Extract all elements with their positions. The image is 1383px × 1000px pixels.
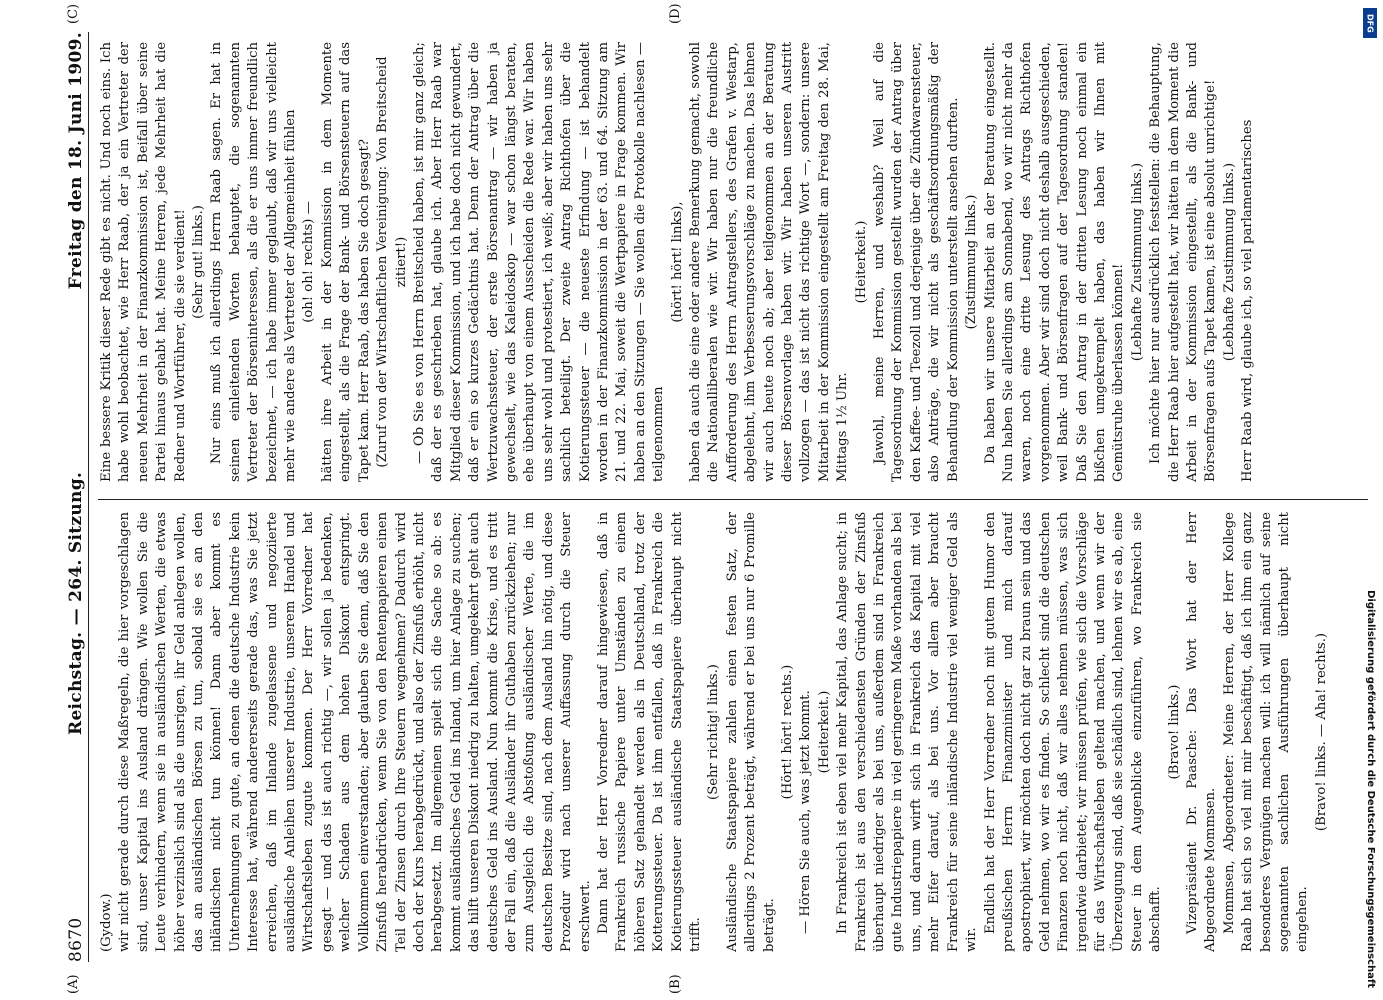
interjection: (Lebhafte Zustimmung links.) — [1129, 162, 1145, 362]
right-text-column — [98, 42, 1368, 482]
paragraph: Endlich hat der Herr Vorredner noch mit gutem Humor den preußischen Herrn Finanzminister und mich darauf apostrophiert, wir möchten doch nicht gar zu braun sein und das Geld nehmen, wo wir es finden. So schlecht sind die deutschen Finanzen noch nicht, daß wir alles nehmen müssen, was sich irgendwie darbietet; wir müssen prüfen, wie sich die Vorschläge für das Wirtschaftsleben geltend machen, und wenn wir der Überzeugung sind, daß sie schädlich sind, lehnen wir es ab, eine Steuer in dem Augenblicke einzuführen, wo Frankreich sie abschafft. — [982, 512, 1164, 952]
interjection: (oh! oh! rechts) — — [301, 201, 317, 323]
paragraph: Nur eins muß ich allerdings Herrn Raab sagen. Er hat in seinen einleitenden Worten behauptet, die sogenannten Vertreter der Börseninteressen, als die er uns immer freundlich bezeichnet, — ich habe immer geglaubt, daß wir uns vielleicht mehr wie andere als Vertreter der Allgemeinheit fühlen — [209, 42, 299, 482]
header-right-title: Freitag den 18. Juni 1909. — [66, 32, 86, 290]
interjection: (Bravo! links. — Aha! rechts.) — [1313, 632, 1329, 832]
header-rule — [88, 32, 89, 962]
paragraph: Jawohl, meine Herren, und weshalb? Weil auf die Tagesordnung der Kommission gestellt wurden der Antrag über den Kaffee- und Teezoll und derjenige über die Zündwarensteuer, also Anträge, die wir nicht als geschäftsordnungsmäßig der Behandlung der Kommission unterstellt ansehen durften. — [872, 42, 961, 482]
margin-marker-b: (B) — [668, 974, 683, 994]
paragraph: Vizepräsident Dr. Paasche: Das Wort hat der Herr Abgeordnete Mommsen. — [1184, 512, 1219, 952]
interjection: (Zuruf von der Wirtschaftlichen Vereinigung: Von Breitscheid zitiert!) — [375, 56, 409, 468]
interjection: (Bravo! links.) — [1166, 684, 1182, 780]
paragraph: (Gydow.) — [99, 893, 114, 952]
column-divider — [98, 499, 1368, 500]
paragraph: Eine bessere Kritik dieser Rede gibt es nicht. Und noch eins. Ich habe wohl beobachtet, wie Herr Raab, der ja ein Vertreter der neuen Mehrheit in der Finanzkommission ist, Beifall über seine Partei hinaus gehabt hat. Meine Herren, jede Mehrheit hat die Redner und Wortführer, die sie verdient! — [99, 42, 188, 482]
paragraph: Dann hat der Herr Vorredner darauf hingewiesen, daß in Frankreich russische Papiere unter Umständen zu einem höheren Satz gehandelt werden als in Deutschland, trotz der Kotterungssteuer. Da ist ihm entfallen, daß in Frankreich die Kotierungssteuer ausländische Staatspapiere überhaupt nicht trifft. — [595, 512, 703, 952]
dfg-logo: DFG — [1363, 8, 1377, 38]
paragraph: — Hören Sie auch, was jetzt kommt. — [798, 690, 814, 934]
interjection: (Lebhafte Zustimmung links.) — [1221, 162, 1237, 362]
interjection: (Heiterkeit.) — [853, 220, 869, 304]
paragraph: Da haben wir unsere Mitarbeit an der Beratung eingestellt. Nun haben Sie allerdings am Sonnabend, wo wir nicht mehr da waren, noch eine dritte Lesung des Antrags Richthofen vorgenommen. Aber wir sind doch nicht deshalb ausgeschieden, weil Bank- und Börsenfragen auf der Tagesordnung standen! Daß Sie den Antrag in der dritten Lesung noch einmal ein bißchen umgekrempelt haben, das haben wir Ihnen mit Gemütsruhe überlassen können! — [982, 42, 1127, 482]
margin-marker-a: (A) — [66, 974, 81, 994]
paragraph: haben da auch die eine oder andere Bemerkung gemacht, sowohl die Nationalliberalen wie wir. Wir haben nur die freundliche Aufforderung des Herrn Antragstellers, des Grafen v. Westarp, abgelehnt, ihm Verbesserungsvorschläge zu machen. Das lehnen wir auch heute noch ab; aber teilgenommen an der Beratung dieser Börsenvorlage haben wir. Wir haben unseren Austritt vollzogen — das ist nicht das richtige Wort —, sondern: unsere Mitarbeit in der Kommission eingestellt am Freitag den 28. Mai, Mittags 1½ Uhr. — [688, 42, 851, 482]
header-left-title: Reichstag. — 264. Sitzung. — [66, 471, 86, 735]
paragraph: Mommsen, Abgeordneter: Meine Herren, der Herr Kollege Raab hat sich so viel mit mir beschäftigt, daß ich ihm ein ganz besonderes Vergnügen machen will: ich will nämlich auf seine sogenannten sachlichen Ausführungen überhaupt nicht eingehen. — [1221, 512, 1311, 952]
digitization-note — [1363, 8, 1377, 988]
digitization-text: Digitalisierung gefördert durch die Deutsche Forschungsgemeinschaft — [1365, 590, 1376, 988]
margin-marker-c: (C) — [66, 3, 81, 24]
left-text-column — [98, 512, 1368, 952]
paragraph: Ich möchte hier nur ausdrücklich feststellen: die Behauptung, die Herr Raab hier aufgestellt hat, wir hätten in dem Moment die Arbeit in der Kommission eingestellt, als die Bank- und Börsenfragen aufs Tapet kamen, ist eine absolut unrichtige! — [1148, 42, 1219, 482]
interjection: (Heiterkeit.) — [816, 690, 832, 774]
paragraph: In Frankreich ist eben viel mehr Kapital, das Anlage sucht; in Frankreich ist aus den verschiedensten Gründen der Zinsfuß überhaupt niedriger als bei uns, außerdem sind in Frankreich gute Industriepapiere in viel geringerem Maße vorhanden als bei uns, und darum wirft sich in Frankreich das Kapital mit viel mehr Eifer darauf, als bei uns. Vor allem aber braucht Frankreich für seine inländische Industrie viel weniger Geld als wir. — [835, 512, 980, 952]
interjection: (Hört! hört! rechts.) — [780, 664, 796, 800]
margin-marker-d: (D) — [668, 3, 683, 24]
paragraph: Ausländische Staatspapiere zahlen einen festen Satz, der allerdings 2 Prozent beträgt, während er bei uns nur 6 Promille beträgt. — [724, 512, 777, 952]
paragraph: — Ob Sie es von Herrn Breitscheid haben, ist mir ganz gleich; daß der es geschrieben hat, glaube ich. Aber Herr Raab war Mitglied dieser Kommission, und ich habe doch nicht gewundert, daß er ein so kurzes Gedächtnis hat. Denn der Antrag über die Wertzuwachssteuer, der erste Börsenantrag — wir haben ja gewechselt, wie das Kaleidoskop — war schon längst beraten, ehe überhaupt von einem Ausscheiden die Rede war. Wir haben uns sehr wohl und protestiert, ich weiß; aber wir haben uns sehr sachlich beteiligt. Der zweite Antrag Richthofen über die Kotierungssteuer — die neueste Erfindung — ist behandelt worden in der Finanzkommission in der 63. und 64. Sitzung am 21. und 22. Mai, soweit die Wertpapiere in Frage kommen. Wir haben an den Sitzungen — Sie wollen die Protokolle nachlesen — teilgenommen — [411, 42, 667, 482]
paragraph: hätten ihre Arbeit in der Kommission in dem Momente eingestellt, als die Frage der Bank- und Börsensteuern auf das Tapet kam. Herr Raab, das haben Sie doch gesagt? — [319, 42, 372, 482]
interjection: (Sehr richtig! links.) — [706, 664, 722, 800]
interjection: (Sehr gut! links.) — [191, 205, 207, 319]
interjection: (hört! hört! links), — [669, 201, 685, 323]
page-header — [58, 32, 86, 962]
paragraph: Herr Raab wird, glaube ich, so viel parlamentarisches — [1240, 119, 1256, 482]
paragraph: wir nicht gerade durch diese Maßregeln, die hier vorgeschlagen sind, unser Kapital ins Ausland drängen. Wie wollen Sie die Leute verhindern, wenn sie in ausländischen Werten, die etwas höher verzinslich sind als die unsrigen, ihr Geld anlegen wollen, das an ausländischen Börsen zu tun, sobald sie es an den inländischen nicht tun können! Dann aber kommt es Unternehmungen zu gute, an denen die deutsche Industrie kein Interesse hat, während andererseits gerade das, was Sie jetzt erreichen, daß im Inlande zugelassene und negoziierte ausländische Anleihen unserer Industrie, unserem Handel und Wirtschaftsleben zugute kommen. Der Herr Vorredner hat gesagt — und das ist auch richtig —, wir sollen ja bedenken, welcher Schaden aus dem hohen Diskont entspringt. Vollkommen einverstanden; aber glauben Sie denn, daß Sie den Zinsfuß herabdrücken, wenn Sie von den Rentenpapieren einen Teil der Zinsen durch Ihre Steuern wegnehmen? Dadurch wird doch der Kurs herabgedrückt, und also der Zinsfuß erhöht, nicht herabgesetzt. Im allgemeinen spielt sich die Sache so ab: es kommt ausländisches Geld ins Inland, um hier Anlage zu suchen; das hilft unseren Diskont niedrig zu halten, umgekehrt geht auch deutsches Geld ins Ausland. Nun kommt die Krise, und es tritt der Fall ein, daß die Ausländer ihr Guthaben zurückziehen; nur zum Ausgleich die Abstoßung ausländischer Werte, die im deutschen Besitze sind, nach dem Ausland hin nötig, und diese Prozedur wird nach unserer Auffassung durch die Steuer erschwert. — [117, 512, 593, 952]
interjection: (Zustimmung links.) — [964, 194, 980, 330]
page-number: 8670 — [66, 917, 86, 962]
